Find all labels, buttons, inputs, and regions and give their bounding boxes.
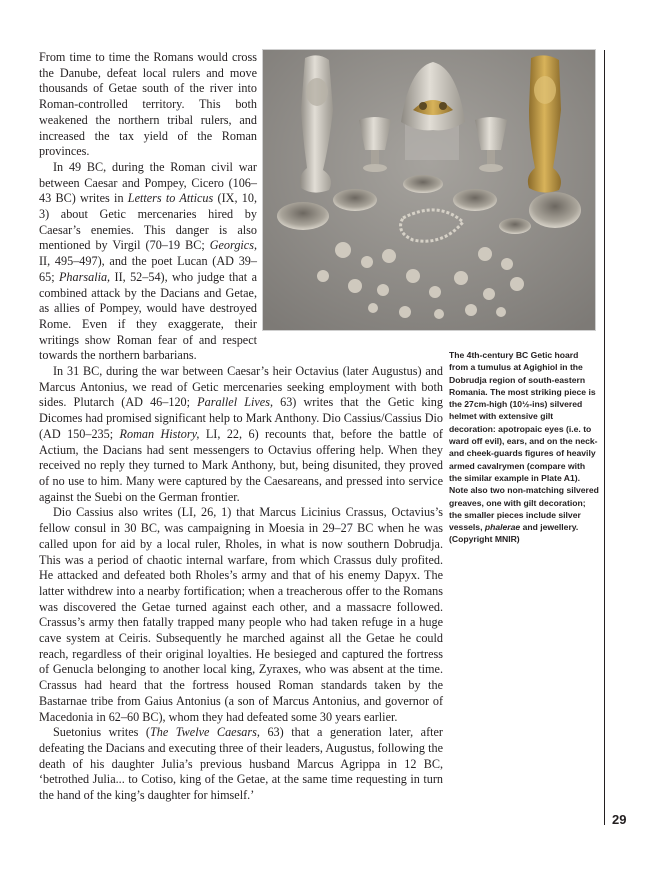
paragraph-2 — [39, 160, 257, 364]
work-title-letters-to-atticus: Letters to Atticus — [127, 191, 214, 206]
paragraph-3-text-c: LI, 22, 6) recounts that, before the battle of Actium, the Dacians had sent messengers to Octavius offering help. When they received no reply they turned to Mark Anthony, but, being disunited, they proved of no use to him. Many were captured by the Caesareans, and pressed into service against the Suebi on the German frontier. — [39, 426, 443, 504]
work-title-roman-history: Roman History, — [119, 426, 200, 441]
greave-right-gilt — [528, 55, 561, 192]
paragraph-5-text-a: Suetonius writes ( — [53, 725, 150, 740]
page-number: 29 — [612, 812, 627, 827]
hoard-photograph — [262, 49, 596, 331]
paragraph-2-text-c: II, 495–497), and the poet Lucan (AD 39–65; — [39, 254, 257, 284]
paragraph-5-text-b: 63) that a generation later, after defeating the Dacians and executing three of their leaders, Augustus, following the death of his daughter Julia’s previous husband Marcus Agrippa in 12 BC, ‘betrothed Julia... to Cotiso, king of the Getae, at the same time requesting in turn the hand of the king’s daughter for himself.’ — [39, 725, 443, 803]
paragraph-2-text-b: (IX, 10, 3) about Getic mercenaries hired by Caesar’s enemies. This danger is also mentioned by Virgil (70–19 BC; — [39, 191, 257, 253]
paragraph-3-text-b: 63) writes that the Getic king Dicomes had promised significant help to Mark Anthony. Dio Cassius/Cassius Dio (AD 150–235; — [39, 395, 443, 441]
figure-caption — [449, 349, 599, 546]
work-title-pharsalia: Pharsalia, — [58, 269, 111, 284]
paragraph-2-text-a: In 49 BC, during the Roman civil war between Caesar and Pompey, Cicero (106–43 BC) writes in — [39, 159, 257, 206]
text-beside-figure — [39, 50, 257, 364]
work-title-twelve-caesars: The Twelve Caesars, — [149, 725, 260, 740]
paragraph-3 — [39, 364, 443, 505]
paragraph-3-text-a: In 31 BC, during the war between Caesar’s heir Octavius (later Augustus) and Marcus Antonius, we read of Getic mercenaries seeking employment with both sides. Plutarch (AD 46–120; — [39, 364, 443, 410]
paragraph-5 — [39, 725, 443, 804]
caption-text-a: The 4th-century BC Getic hoard from a tumulus at Agighiol in the Dobrudja region of south-eastern Romania. The most striking piece is the 27cm-high (10½-ins) silvered helmet with extensive gilt decoration: apotropaic eyes (i.e. to ward off evil), ears, and on the neck- and cheek-guards figures of heavily armed cavalrymen (compare with the similar example in Plate A1). Note also two non-matching silvered greaves, one with gilt decoration; the smaller pieces include silver vessels, — [449, 350, 599, 533]
paragraph-1: From time to time the Romans would cross the Danube, defeat local rulers and move thousands of Getae south of the river into Roman-controlled territory. This both weakened the northern tribal rulers, and increased the tax yield of the Roman provinces. — [39, 50, 257, 159]
paragraph-2-text-d: II, 52–54), who judge that a combined attack by the Dacians and Getae, as allies of Pompey, would have destroyed Rome. Even if they exaggerate, their writings show Roman fear of and respect towards the northern barbarians. — [39, 269, 257, 363]
caption-text-b: and jewellery. (Copyright MNIR) — [449, 522, 579, 545]
work-title-georgics: Georgics, — [209, 238, 257, 253]
work-title-parallel-lives: Parallel Lives, — [197, 395, 273, 410]
caption-term-phalerae: phalerae — [484, 522, 521, 533]
hoard-photo-illustration — [263, 50, 595, 330]
paragraph-4: Dio Cassius also writes (LI, 26, 1) that Marcus Licinius Crassus, Octavius’s fellow consul in 30 BC, was campaigning in Moesia in 29–27 BC when he was called upon for aid by a local ruler, Rholes, in what is now southern Dobrudja. This was a period of chaotic internal warfare, from which Crassus duly profited. He attacked and defeated both Rholes’s army and that of his enemy Dapyx. The latter withdrew into a nearby fortification; when a treacherous offer to the Romans was discovered the Getae turned against each other, and a massacre followed. Crassus’s army then fatally trapped many people who had taken refuge in a huge cave system at Ceiris. Subsequently he marched against all the Getae he could reach, regardless of their original loyalties. He besieged and captured the fortress of Genucla belonging to another local king, Zyraxes, who was absent at the time. Crassus had heard that the fortress housed Roman standards taken by the Bastarnae tribe from Gaius Antonius (a son of Marcus Antonius, and governor of Macedonia in 62–60 BC), whom they had defeated some 30 years earlier. — [39, 505, 443, 724]
margin-rule — [604, 50, 605, 825]
